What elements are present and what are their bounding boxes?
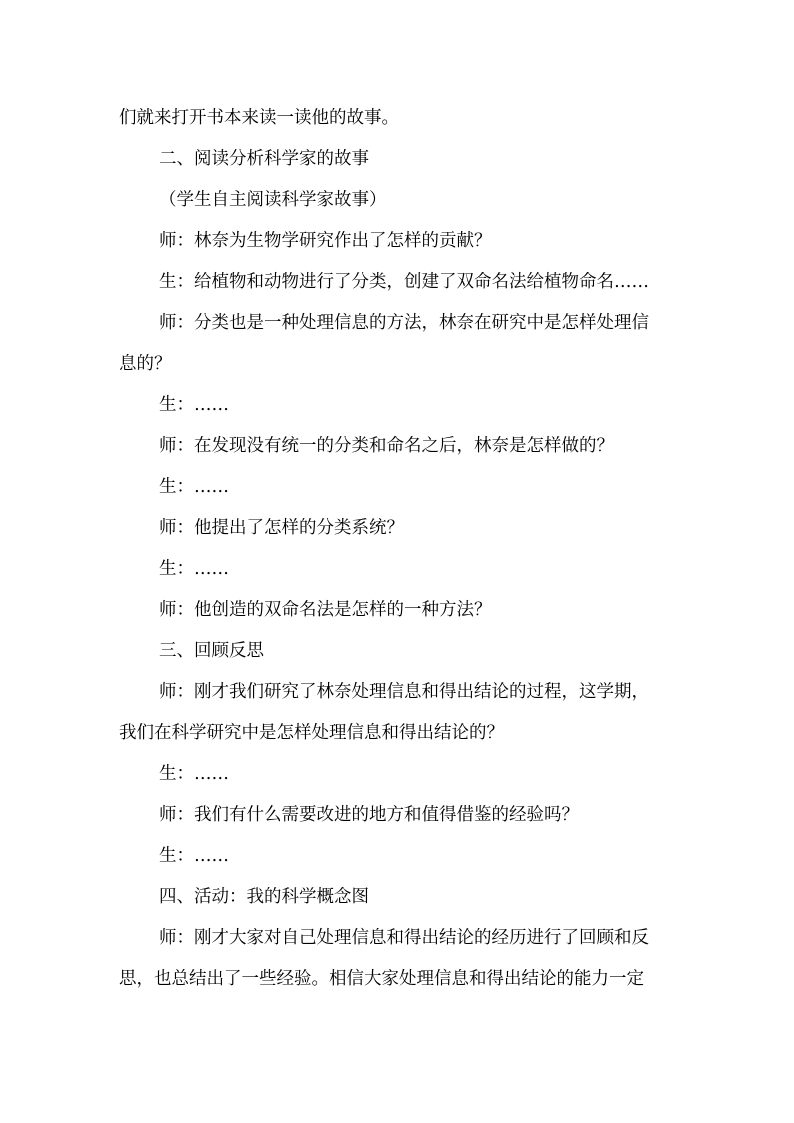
text-line: 三、回顾反思: [159, 641, 264, 661]
text-line: 师：在发现没有统一的分类和命名之后，林奈是怎样做的？: [159, 436, 614, 456]
text-line: 生：……: [159, 764, 229, 784]
text-line: 师：刚才我们研究了林奈处理信息和得出结论的过程，这学期，: [159, 682, 649, 702]
text-line: 生：……: [159, 559, 229, 579]
text-line: 生：……: [159, 477, 229, 497]
text-line: 思，也总结出了一些经验。相信大家处理信息和得出结论的能力一定: [119, 969, 644, 989]
text-line: 四、活动：我的科学概念图: [159, 887, 369, 907]
text-line: 生：……: [159, 395, 229, 415]
text-line: 们就来打开书本来读一读他的故事。: [119, 108, 399, 128]
text-line: 师：林奈为生物学研究作出了怎样的贡献？: [159, 231, 492, 251]
text-line: 生：……: [159, 846, 229, 866]
text-line: 师：我们有什么需要改进的地方和值得借鉴的经验吗？: [159, 805, 579, 825]
text-line: 师：他提出了怎样的分类系统？: [159, 518, 404, 538]
text-line: 师：分类也是一种处理信息的方法，林奈在研究中是怎样处理信: [159, 313, 649, 333]
document-body: [119, 98, 681, 1000]
text-line: 息的？: [119, 354, 172, 374]
text-line: （学生自主阅读科学家故事）: [159, 190, 387, 210]
text-line: 我们在科学研究中是怎样处理信息和得出结论的？: [119, 723, 504, 743]
text-line: 二、阅读分析科学家的故事: [159, 149, 369, 169]
text-line: 师：刚才大家对自己处理信息和得出结论的经历进行了回顾和反: [159, 928, 649, 948]
text-line: 师：他创造的双命名法是怎样的一种方法？: [159, 600, 492, 620]
text-line: 生：给植物和动物进行了分类，创建了双命名法给植物命名……: [159, 272, 649, 292]
